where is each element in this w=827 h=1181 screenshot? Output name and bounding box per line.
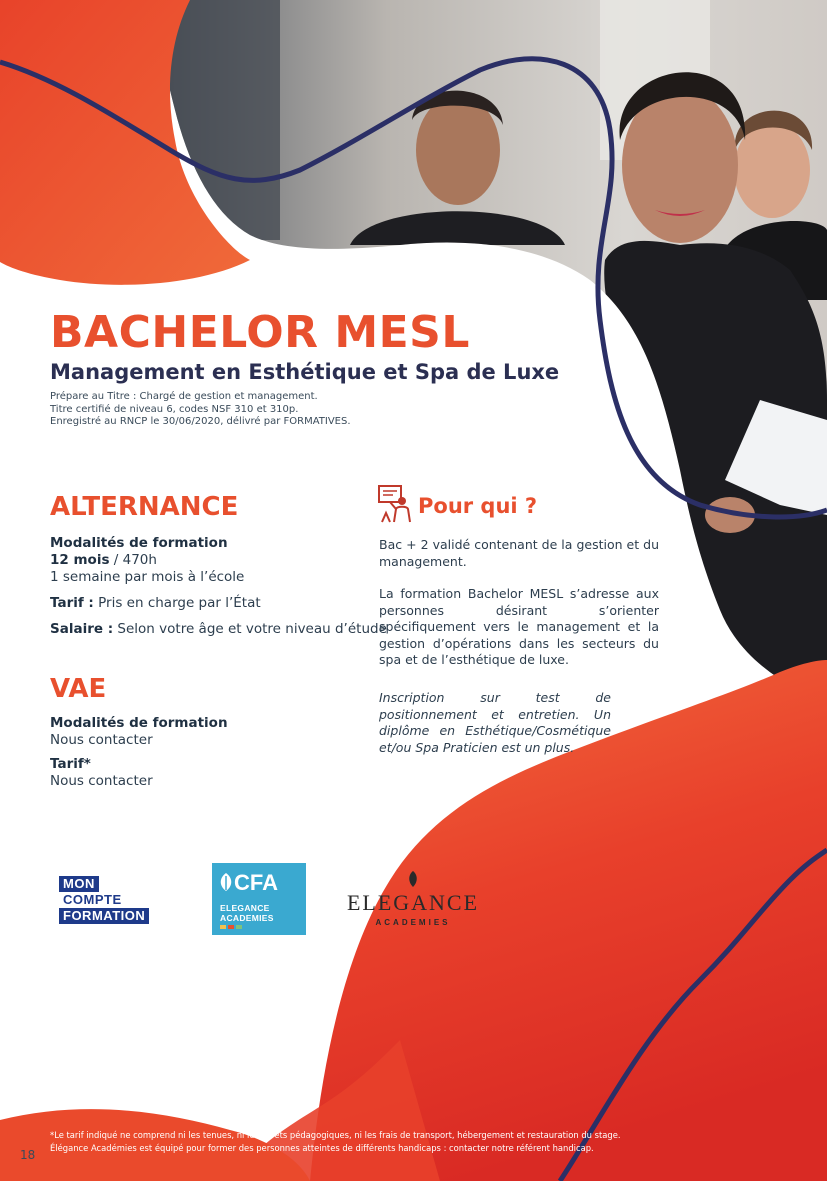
modalites-label: Modalités de formation <box>50 535 228 551</box>
cfa-color-square <box>236 925 242 929</box>
salaire-label: Salaire : <box>50 621 114 637</box>
cfa-color-square <box>228 925 234 929</box>
salaire <box>50 621 387 638</box>
elegance-subtitle: ACADEMIES <box>375 918 451 927</box>
mcf-word: FORMATION <box>59 908 149 924</box>
mon-compte-formation-logo <box>59 876 151 922</box>
footer-accessibility: Élégance Académies est équipé pour former des personnes atteintes de différents handicaps : contacter notre référent handicap. <box>50 1143 594 1153</box>
prep-line: Enregistré au RNCP le 30/06/2020, délivré par FORMATIVES. <box>50 416 351 427</box>
cfa-subtext: ACADEMIES <box>220 913 274 923</box>
vae-heading: VAE <box>50 674 107 704</box>
alternance-details <box>50 535 387 638</box>
pour-qui-description: La formation Bachelor MESL s’adresse aux personnes désirant s’orienter spécifiquement vers le management et la gestion d’opérations dans les secteurs du spa et de l’esthétique de luxe. <box>379 586 659 667</box>
salaire-value: Selon votre âge et votre niveau d’étude <box>113 621 387 637</box>
vae-modalites-value: Nous contacter <box>50 732 153 748</box>
vae-tarif-value: Nous contacter <box>50 773 153 789</box>
duration-months: 12 mois <box>50 552 110 568</box>
page-subtitle: Management en Esthétique et Spa de Luxe <box>50 360 560 384</box>
tarif-value: Pris en charge par l’État <box>93 595 261 611</box>
page-number: 18 <box>20 1148 36 1162</box>
vae-tarif-label: Tarif* <box>50 756 91 772</box>
cfa-text: CFA <box>234 870 278 895</box>
leaf-icon <box>218 872 234 892</box>
elegance-academies-logo <box>343 870 483 930</box>
prep-line: Prépare au Titre : Chargé de gestion et management. <box>50 391 318 402</box>
footer-note: *Le tarif indiqué ne comprend ni les tenues, ni les livrets pédagogiques, ni les frais de transport, hébergement et restauration du stage. <box>50 1130 621 1140</box>
emblem-icon <box>405 870 421 888</box>
cfa-elegance-logo <box>212 863 306 935</box>
mcf-word: COMPTE <box>63 892 122 907</box>
tarif-label: Tarif : <box>50 595 94 611</box>
pour-qui-heading: Pour qui ? <box>418 494 538 518</box>
cfa-color-square <box>220 925 226 929</box>
vae-details <box>50 715 228 790</box>
pour-qui-admission: Inscription sur test de positionnement et entretien. Un diplôme en Esthétique/Cosmétique et/ou Spa Praticien est un plus. <box>379 690 611 755</box>
alternance-heading: ALTERNANCE <box>50 492 239 522</box>
mcf-word: MON <box>59 876 99 892</box>
page-title: BACHELOR MESL <box>50 307 470 358</box>
rhythm: 1 semaine par mois à l’école <box>50 569 245 585</box>
tarif <box>50 595 387 612</box>
duration-hours: / 470h <box>109 552 157 568</box>
certification-info <box>50 391 351 429</box>
person-classroom-icon <box>378 485 412 523</box>
prep-line: Titre certifié de niveau 6, codes NSF 310 et 310p. <box>50 403 299 415</box>
cfa-subtext: ELEGANCE <box>220 903 270 913</box>
pour-qui-requirement: Bac + 2 validé contenant de la gestion et du management. <box>379 537 659 569</box>
vae-modalites-label: Modalités de formation <box>50 715 228 731</box>
duration <box>50 552 387 569</box>
elegance-name: ELEGANCE <box>346 890 480 915</box>
